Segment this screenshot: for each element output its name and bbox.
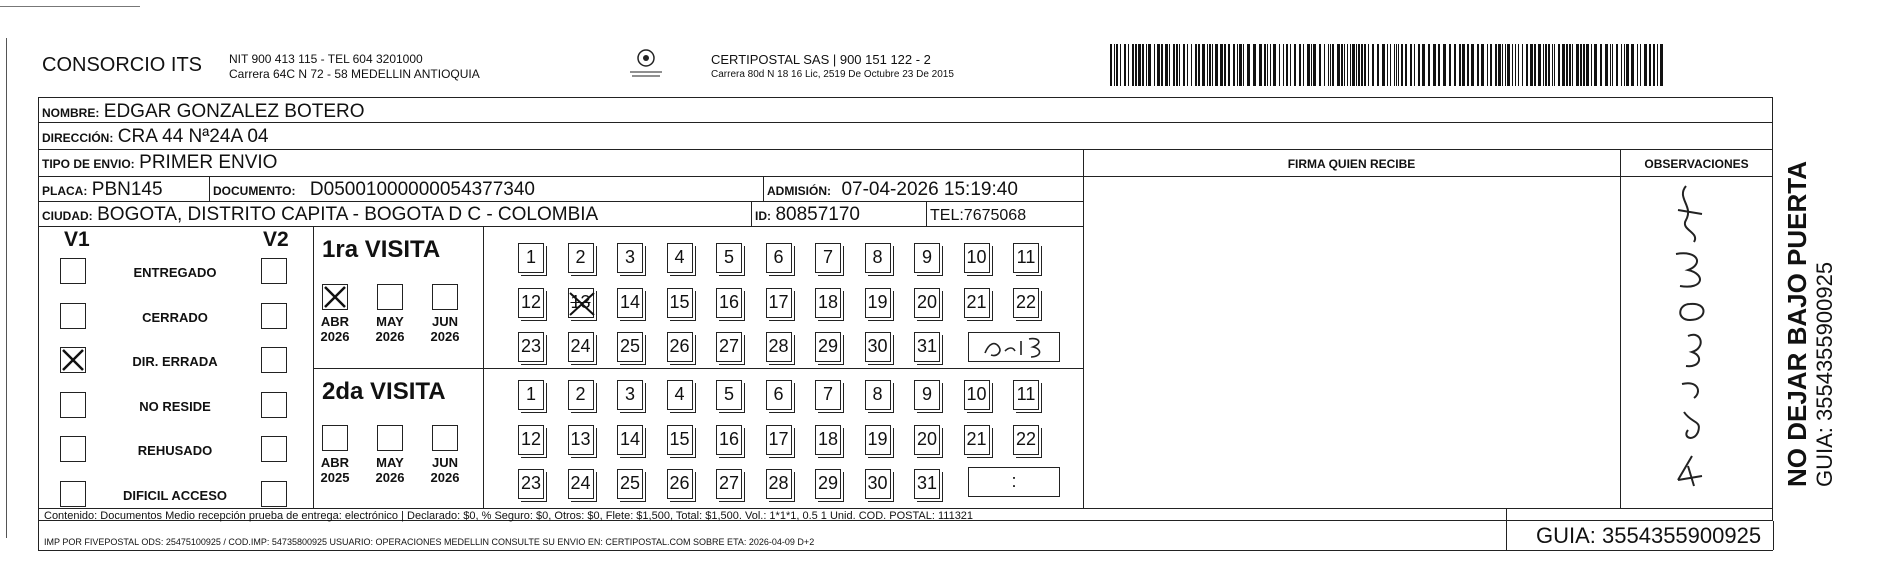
company-nit: NIT 900 413 115 - TEL 604 3201000 <box>229 52 423 66</box>
status-v1-checkbox[interactable] <box>60 258 86 284</box>
visit1-day-box[interactable]: 4 <box>667 243 693 273</box>
direccion-label: DIRECCIÓN: <box>42 131 114 145</box>
ciudad-label: CIUDAD: <box>42 209 93 223</box>
col-divider <box>1620 149 1621 508</box>
visit1-month-checkbox[interactable] <box>377 284 403 310</box>
visit1-month-checkbox[interactable] <box>322 284 348 310</box>
status-v2-checkbox[interactable] <box>261 347 287 373</box>
visit2-day-box[interactable]: 6 <box>766 380 792 410</box>
status-label: DIFICIL ACCESO <box>122 487 227 503</box>
visit2-month-label: MAY <box>376 455 404 470</box>
visit1-day-box[interactable]: 26 <box>667 332 693 362</box>
footer-left-border <box>38 521 39 550</box>
visit1-day-box[interactable]: 25 <box>617 332 643 362</box>
visit1-month-label: MAY <box>376 314 404 329</box>
placa-value: PBN145 <box>91 179 163 200</box>
visit1-day-box[interactable]: 28 <box>766 332 792 362</box>
visit2-month-checkbox[interactable] <box>322 425 348 451</box>
visit2-month-year: 2026 <box>430 470 460 485</box>
tel-value: 7675068 <box>963 207 1027 224</box>
visit2-day-box[interactable]: 27 <box>716 469 742 499</box>
nombre-row <box>42 101 365 123</box>
row-divider <box>38 149 1773 150</box>
placa-label: PLACA: <box>42 184 88 198</box>
footer-line1: Contenido: Documentos Medio recepción prueba de entrega: electrónico | Declarado: $0, % Seguro: $0, Otros: $0, Flete: $1,500, Total: $1,500. Vol.: 1*1*1, 0.5 1 Unid. COD. POSTAL: 111321 <box>44 510 974 522</box>
v2-label: V2 <box>263 228 289 251</box>
footer-col-divider <box>1506 521 1507 550</box>
visit1-day-box[interactable]: 19 <box>865 288 891 318</box>
admision-label: ADMISIÓN: <box>767 184 831 198</box>
visit1-day-box[interactable]: 2 <box>568 243 594 273</box>
row-divider <box>38 508 1773 509</box>
visit2-time-box: : <box>968 467 1060 497</box>
nombre-value: EDGAR GONZALEZ BOTERO <box>103 101 365 122</box>
visit1-day-box[interactable]: 12 <box>518 288 544 318</box>
footer-right-border <box>1773 521 1774 550</box>
scan-top-mark <box>0 6 140 7</box>
visit1-day-box[interactable]: 17 <box>766 288 792 318</box>
placa-row <box>42 179 163 201</box>
visit2-title: 2da VISITA <box>322 378 446 405</box>
admision-value: 07-04-2026 15:19:40 <box>841 179 1018 200</box>
visit1-month-checkbox[interactable] <box>432 284 458 310</box>
visit2-day-box[interactable]: 5 <box>716 380 742 410</box>
side-guia: GUIA: 3554355900925 <box>1812 261 1837 487</box>
observaciones-header: OBSERVACIONES <box>1644 157 1749 171</box>
visit1-day-box[interactable]: 5 <box>716 243 742 273</box>
visit1-day-box[interactable]: 16 <box>716 288 742 318</box>
visit2-month-label: ABR <box>320 455 350 470</box>
visit2-day-box[interactable]: 18 <box>815 425 841 455</box>
visit1-day-box[interactable]: 14 <box>617 288 643 318</box>
documento-row <box>213 179 535 201</box>
col-divider <box>483 226 484 508</box>
visit1-month-year: 2026 <box>375 329 405 344</box>
visit1-day-box[interactable]: 29 <box>815 332 841 362</box>
visit2-day-box[interactable]: 31 <box>914 469 940 499</box>
status-v1-checkbox[interactable] <box>60 347 86 373</box>
observaciones-signature <box>1628 180 1768 505</box>
visit2-day-box[interactable]: 13 <box>568 425 594 455</box>
visit2-day-box[interactable]: 16 <box>716 425 742 455</box>
courier-address: Carrera 80d N 18 16 Lic, 2519 De Octubre 23 De 2015 <box>711 69 954 80</box>
visit2-day-box[interactable]: 8 <box>865 380 891 410</box>
status-v2-checkbox[interactable] <box>261 392 287 418</box>
col-divider <box>763 176 764 201</box>
status-v2-checkbox[interactable] <box>261 436 287 462</box>
visit2-day-box[interactable]: 26 <box>667 469 693 499</box>
visit2-day-box[interactable]: 25 <box>617 469 643 499</box>
visit2-day-box[interactable]: 17 <box>766 425 792 455</box>
visit1-day-box[interactable]: 21 <box>964 288 990 318</box>
visit2-day-box[interactable]: 2 <box>568 380 594 410</box>
visit1-day-box[interactable]: 15 <box>667 288 693 318</box>
visit1-day-box[interactable]: 10 <box>964 243 990 273</box>
tipo-envio-label: TIPO DE ENVIO: <box>42 157 135 171</box>
visit1-day-box[interactable]: 7 <box>815 243 841 273</box>
company-name: CONSORCIO ITS <box>42 54 203 76</box>
v1-label: V1 <box>64 228 90 251</box>
visit2-month-year: 2026 <box>375 470 405 485</box>
admision-row <box>767 179 1018 201</box>
company-address: Carrera 64C N 72 - 58 MEDELLIN ANTIOQUIA <box>229 67 480 81</box>
id-value: 80857170 <box>775 204 860 225</box>
visit2-day-box[interactable]: 11 <box>1013 380 1039 410</box>
visit1-day-box[interactable]: 18 <box>815 288 841 318</box>
side-text <box>1782 107 1838 487</box>
col-divider <box>1083 149 1084 508</box>
visit2-day-box[interactable]: 23 <box>518 469 544 499</box>
visit2-day-box[interactable]: 3 <box>617 380 643 410</box>
id-label: ID: <box>755 209 771 223</box>
col-divider <box>1506 508 1507 521</box>
visit2-day-box[interactable]: 19 <box>865 425 891 455</box>
tipo-envio-row <box>42 152 277 174</box>
visit1-day-box[interactable]: 6 <box>766 243 792 273</box>
documento-label: DOCUMENTO: <box>213 184 296 198</box>
tipo-envio-value: PRIMER ENVIO <box>139 152 278 173</box>
visit1-day-box[interactable]: 20 <box>914 288 940 318</box>
nombre-label: NOMBRE: <box>42 106 100 120</box>
status-label: NO RESIDE <box>139 398 211 414</box>
visit1-day-box[interactable]: 30 <box>865 332 891 362</box>
visit1-day-box[interactable]: 22 <box>1013 288 1039 318</box>
status-label: DIR. ERRADA <box>132 354 218 369</box>
visit2-day-box[interactable]: 9 <box>914 380 940 410</box>
side-warning: NO DEJAR BAJO PUERTA <box>1782 160 1812 487</box>
documento-value: D05001000000054377340 <box>309 179 535 200</box>
tel-row <box>930 207 1026 225</box>
status-v1-checkbox[interactable] <box>60 436 86 462</box>
visit1-time-box <box>968 332 1060 362</box>
col-divider <box>209 176 210 201</box>
certipostal-logo <box>626 48 666 82</box>
visit1-month-label: JUN <box>431 314 458 329</box>
visit2-day-box[interactable]: 22 <box>1013 425 1039 455</box>
footer-guia: GUIA: 3554355900925 <box>1536 523 1762 548</box>
visit2-day-box[interactable]: 14 <box>617 425 643 455</box>
direccion-value: CRA 44 Nª24A 04 <box>117 126 269 147</box>
visit1-month-year: 2026 <box>320 329 350 344</box>
col-divider <box>751 201 752 226</box>
visit1-day-box[interactable]: 31 <box>914 332 940 362</box>
barcode <box>1110 44 1670 86</box>
footer-line2: IMP POR FIVEPOSTAL ODS: 25475100925 / COD.IMP: 54735800925 USUARIO: OPERACIONES MEDELLIN CONSULTE SU ENVIO EN: CERTIPOSTAL.COM SOBRE ETA: 2026-04-09 D+2 <box>44 537 815 547</box>
scan-left-edge <box>6 38 7 538</box>
visit2-day-box[interactable]: 7 <box>815 380 841 410</box>
visit-divider <box>313 368 1083 369</box>
ciudad-value: BOGOTA, DISTRITO CAPITA - BOGOTA D C - COLOMBIA <box>97 204 599 225</box>
visit1-month-year: 2026 <box>430 329 460 344</box>
visit1-day-box[interactable]: 23 <box>518 332 544 362</box>
visit1-day-box[interactable]: 1 <box>518 243 544 273</box>
visit2-month-checkbox[interactable] <box>432 425 458 451</box>
direccion-row <box>42 126 268 148</box>
visit2-day-box[interactable]: 30 <box>865 469 891 499</box>
visit2-day-box[interactable]: 12 <box>518 425 544 455</box>
row-divider <box>38 226 1083 227</box>
visit1-day-box[interactable]: 24 <box>568 332 594 362</box>
visit2-day-box[interactable]: 20 <box>914 425 940 455</box>
status-v1-checkbox[interactable] <box>60 303 86 329</box>
row-divider <box>1083 176 1773 177</box>
ciudad-row <box>42 204 598 226</box>
status-v2-checkbox[interactable] <box>261 258 287 284</box>
visit1-day-box[interactable]: 3 <box>617 243 643 273</box>
status-label: ENTREGADO <box>133 265 217 280</box>
visit1-day-box[interactable]: 9 <box>914 243 940 273</box>
visit1-title: 1ra VISITA <box>322 236 441 263</box>
visit2-day-box[interactable]: 10 <box>964 380 990 410</box>
visit1-month-label: ABR <box>320 314 350 329</box>
status-v2-checkbox[interactable] <box>261 303 287 329</box>
visit2-day-box[interactable]: 28 <box>766 469 792 499</box>
status-label: REHUSADO <box>137 443 213 458</box>
visit2-day-box[interactable]: 29 <box>815 469 841 499</box>
visit1-time-handwriting <box>969 333 1059 361</box>
visit1-day-box[interactable]: 11 <box>1013 243 1039 273</box>
courier-name: CERTIPOSTAL SAS | 900 151 122 - 2 <box>711 52 931 67</box>
status-v2-checkbox[interactable] <box>261 481 287 507</box>
firma-header: FIRMA QUIEN RECIBE <box>1287 157 1416 171</box>
visit2-day-box[interactable]: 4 <box>667 380 693 410</box>
visit1-day-box[interactable]: 27 <box>716 332 742 362</box>
footer-bottom-border <box>38 550 1773 551</box>
status-v1-checkbox[interactable] <box>60 481 86 507</box>
status-label: CERRADO <box>142 309 208 325</box>
visit2-day-box[interactable]: 15 <box>667 425 693 455</box>
visit2-day-box[interactable]: 21 <box>964 425 990 455</box>
status-v1-checkbox[interactable] <box>60 392 86 418</box>
visit2-month-label: JUN <box>431 455 458 470</box>
tel-label: TEL: <box>930 207 964 224</box>
visit1-day-box[interactable]: 8 <box>865 243 891 273</box>
visit2-day-box[interactable]: 1 <box>518 380 544 410</box>
col-divider <box>926 201 927 226</box>
visit2-day-box[interactable]: 24 <box>568 469 594 499</box>
id-row <box>755 204 860 226</box>
visit1-day-box[interactable]: 13 <box>568 288 594 318</box>
visit2-month-year: 2025 <box>320 470 350 485</box>
visit2-month-checkbox[interactable] <box>377 425 403 451</box>
